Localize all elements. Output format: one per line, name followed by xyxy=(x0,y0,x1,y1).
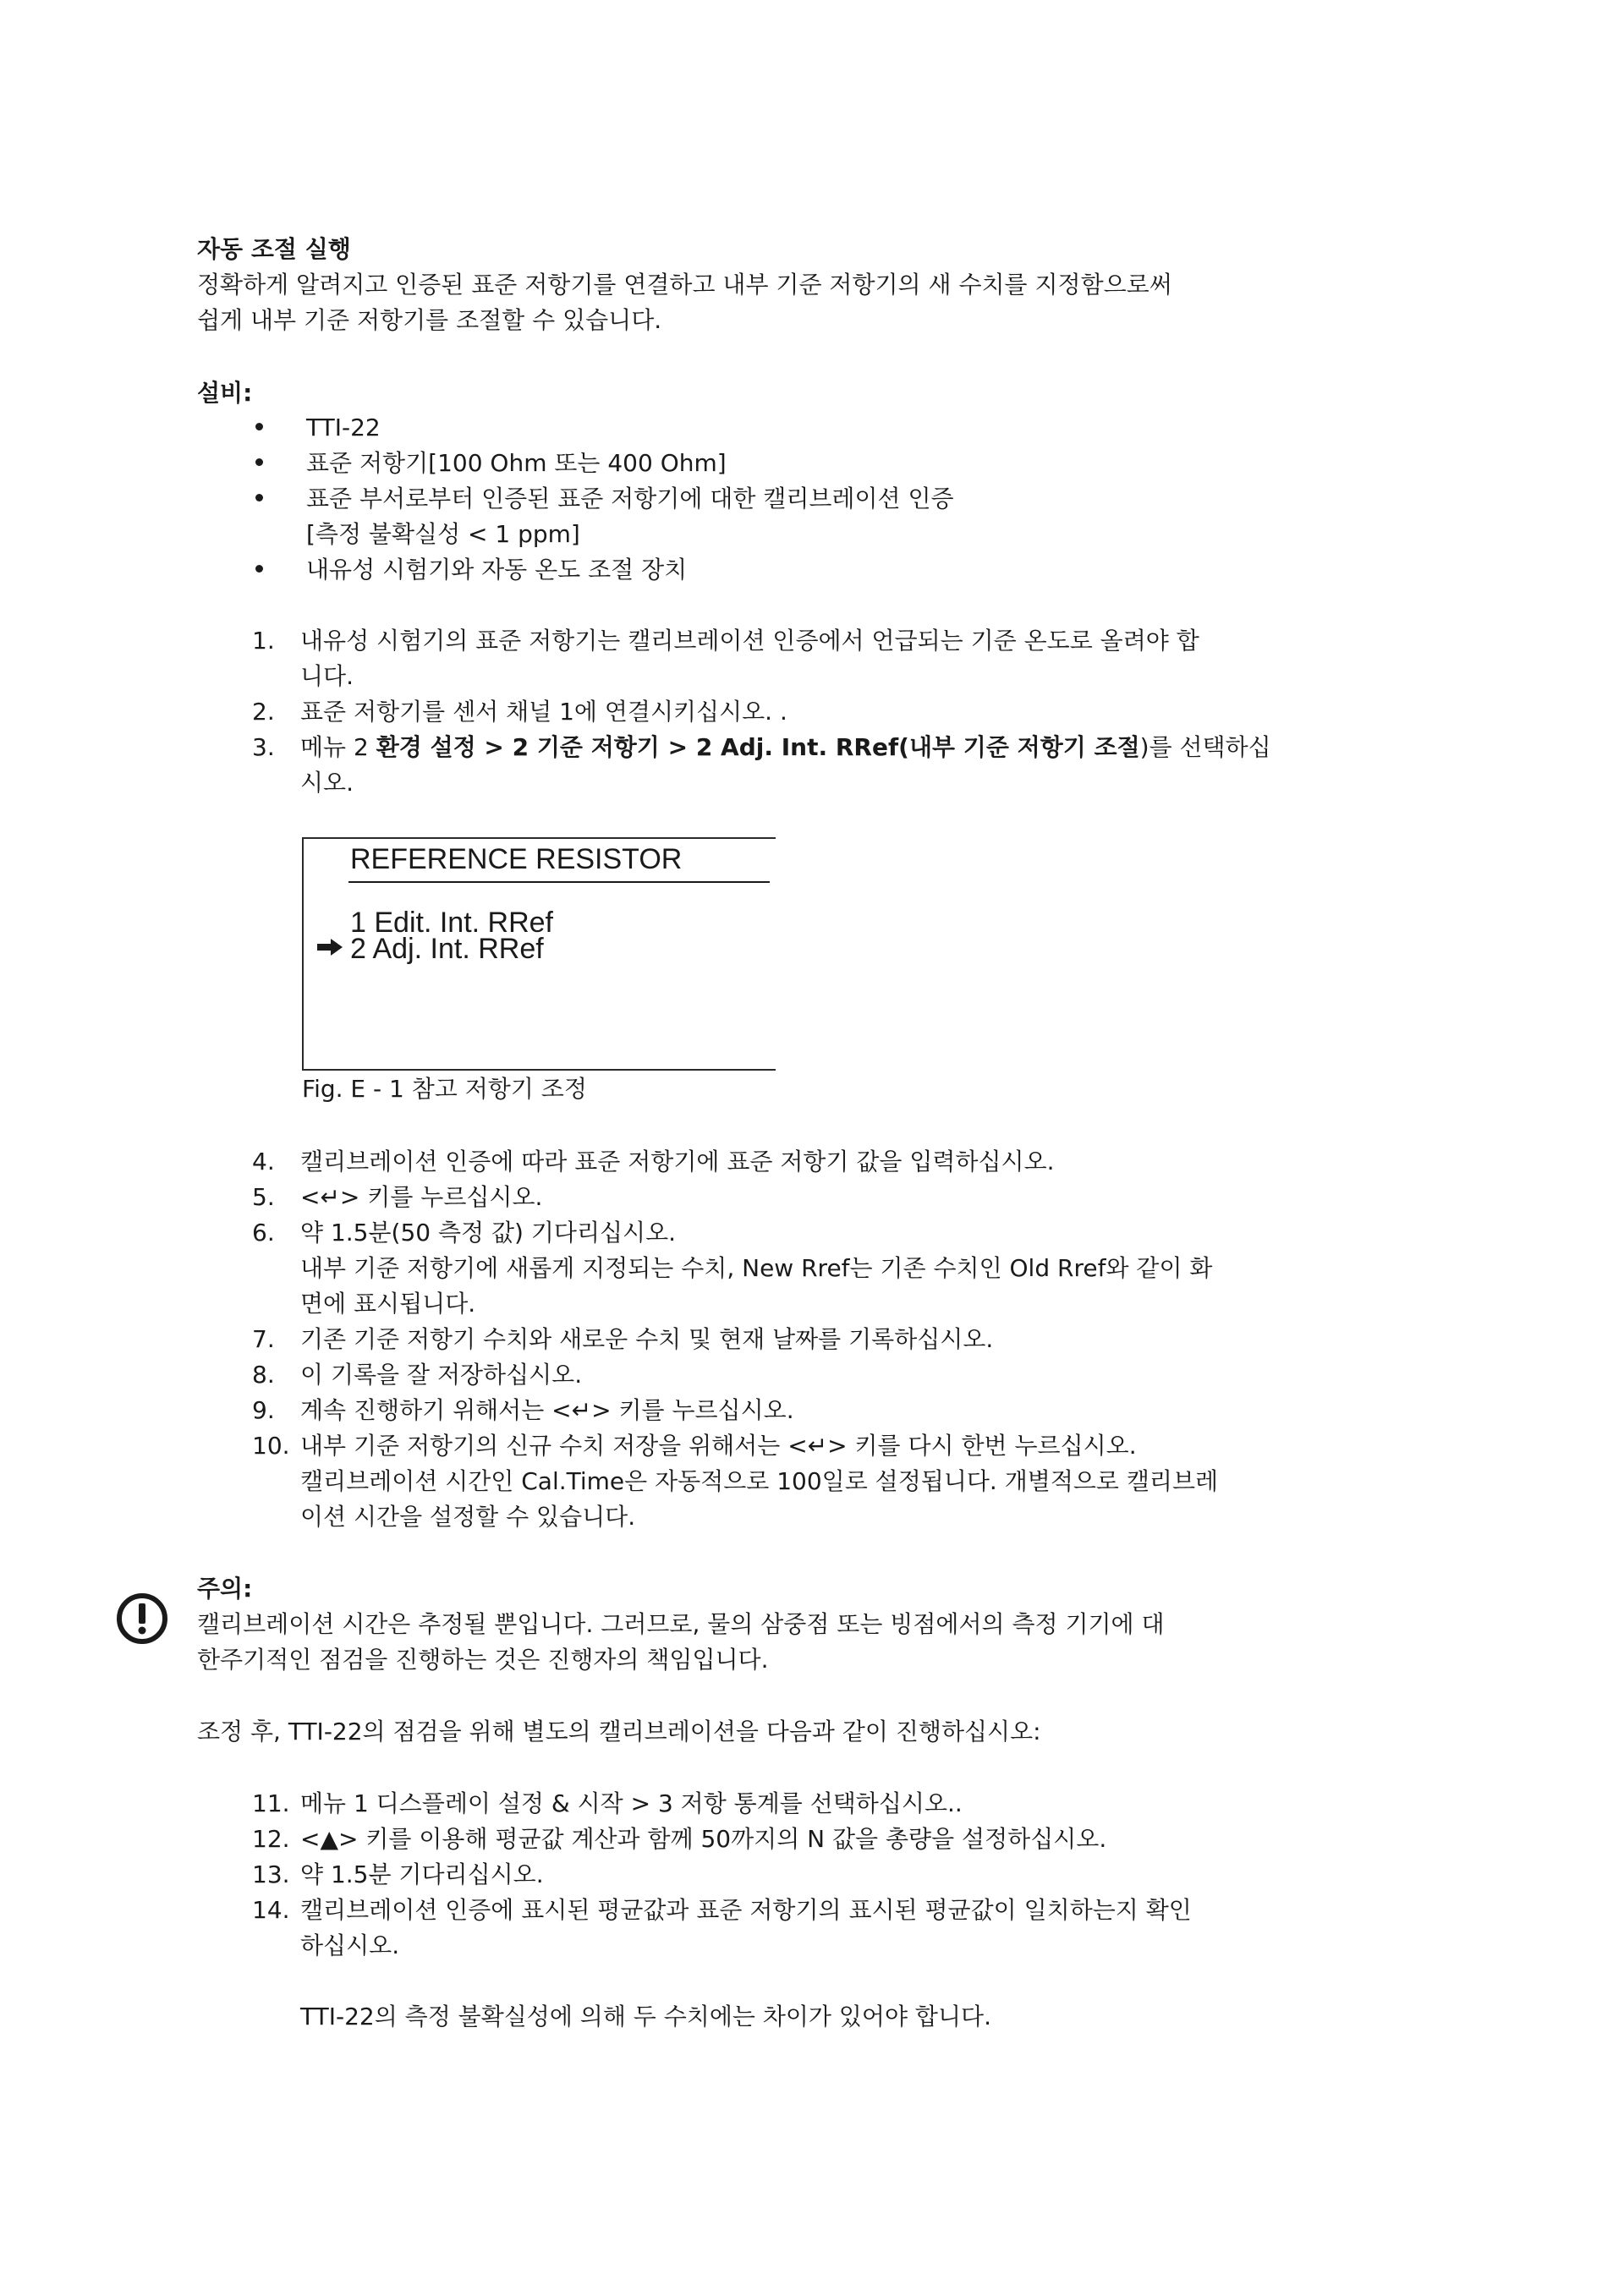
lcd-menu-item-2-selected: 2 Adj. Int. RRef xyxy=(350,933,544,965)
step-number: 6. xyxy=(252,1219,275,1247)
step-1-line-1: 내유성 시험기의 표준 저항기는 캘리브레이션 인증에서 언급되는 기준 온도로 올려야 합 xyxy=(300,627,1199,655)
bullet-dot xyxy=(255,458,263,466)
arrow-right-icon xyxy=(317,939,343,956)
note-line-2: 한주기적인 점검을 진행하는 것은 진행자의 책임입니다. xyxy=(197,1646,769,1674)
step-11: 메뉴 1 디스플레이 설정 & 시작 > 3 저항 통계를 선택하십시오.. xyxy=(300,1789,963,1817)
lcd-screen-figure xyxy=(302,837,776,1071)
step-12: <▲> 키를 이용해 평균값 계산과 함께 50까지의 N 값을 총량을 설정하십시오. xyxy=(300,1825,1107,1853)
intro-line-2: 쉽게 내부 기준 저항기를 조절할 수 있습니다. xyxy=(197,306,662,334)
step-10-line-1: 내부 기준 저항기의 신규 수치 저장을 위해서는 <↵> 키를 다시 한번 누르십시오. xyxy=(300,1432,1137,1460)
step-number: 13. xyxy=(252,1860,290,1888)
step-2: 표준 저항기를 센서 채널 1에 연결시키십시오. . xyxy=(300,698,787,726)
step-4: 캘리브레이션 인증에 따라 표준 저항기에 표준 저항기 값을 입력하십시오. xyxy=(300,1148,1055,1175)
step-13: 약 1.5분 기다리십시오. xyxy=(300,1860,544,1888)
step-number: 1. xyxy=(252,627,275,655)
step-6-line-2: 내부 기준 저항기에 새롭게 지정되는 수치, New Rref는 기존 수치인 Old Rref와 같이 화 xyxy=(300,1254,1213,1282)
step-8: 이 기록을 잘 저장하십시오. xyxy=(300,1361,583,1389)
step-number: 11. xyxy=(252,1789,290,1817)
bullet-dot xyxy=(255,494,263,501)
step-6-line-3: 면에 표시됩니다. xyxy=(300,1290,476,1318)
note-heading: 주의: xyxy=(197,1575,253,1603)
step-number: 3. xyxy=(252,733,275,761)
step-number: 14. xyxy=(252,1896,290,1924)
step-6-line-1: 약 1.5분(50 측정 값) 기다리십시오. xyxy=(300,1219,677,1247)
lcd-menu-item-1: 1 Edit. Int. RRef xyxy=(350,907,553,939)
step-3-pre: 메뉴 2 xyxy=(300,733,376,761)
final-note: TTI-22의 측정 불확실성에 의해 두 수치에는 차이가 있어야 합니다. xyxy=(300,2003,991,2030)
section-title: 자동 조절 실행 xyxy=(197,235,351,263)
step-3-bold-3: 내부 기준 저항기 조절 xyxy=(908,733,1140,761)
step-9: 계속 진행하기 위해서는 <↵> 키를 누르십시오. xyxy=(300,1396,794,1424)
step-number: 5. xyxy=(252,1183,275,1211)
intro-line-1: 정확하게 알려지고 인증된 표준 저항기를 연결하고 내부 기준 저항기의 새 수치를 지정함으로써 xyxy=(197,271,1172,299)
step-number: 9. xyxy=(252,1396,275,1424)
step-number: 10. xyxy=(252,1432,290,1460)
equipment-item-2: 표준 저항기[100 Ohm 또는 400 Ohm] xyxy=(306,449,727,477)
step-1-line-2: 니다. xyxy=(300,662,354,690)
step-3-mid-1: > 2 xyxy=(475,733,537,761)
step-3-bold-1: 환경 설정 xyxy=(376,733,476,761)
caution-icon xyxy=(116,1592,168,1645)
step-3-line-2: 시오. xyxy=(300,769,354,797)
equipment-item-3-line-2: [측정 불확실성 < 1 ppm] xyxy=(306,520,580,548)
step-7: 기존 기준 저항기 수치와 새로운 수치 및 현재 날짜를 기록하십시오. xyxy=(300,1325,994,1353)
step-number: 8. xyxy=(252,1361,275,1389)
lcd-divider xyxy=(348,881,770,883)
step-number: 2. xyxy=(252,698,275,726)
equipment-item-1: TTI-22 xyxy=(306,414,381,441)
step-10-line-3: 이션 시간을 설정할 수 있습니다. xyxy=(300,1503,636,1531)
step-5: <↵> 키를 누르십시오. xyxy=(300,1183,543,1211)
step-14-line-2: 하십시오. xyxy=(300,1932,400,1959)
after-adjustment-text: 조정 후, TTI-22의 점검을 위해 별도의 캘리브레이션을 다음과 같이 진행하십시오: xyxy=(197,1718,1041,1745)
bullet-dot xyxy=(255,565,263,573)
equipment-heading: 설비: xyxy=(197,379,253,407)
step-10-line-2: 캘리브레이션 시간인 Cal.Time은 자동적으로 100일로 설정됩니다. 개별적으로 캘리브레 xyxy=(300,1467,1219,1495)
step-number: 12. xyxy=(252,1825,290,1853)
step-3-mid-2: > 2 Adj. Int. RRef( xyxy=(659,733,909,761)
step-number: 4. xyxy=(252,1148,275,1175)
lcd-title: REFERENCE RESISTOR xyxy=(350,843,683,875)
figure-caption: Fig. E - 1 참고 저항기 조정 xyxy=(302,1075,587,1103)
bullet-dot xyxy=(255,423,263,430)
step-3-line-1 xyxy=(300,730,1271,765)
step-14-line-1: 캘리브레이션 인증에 표시된 평균값과 표준 저항기의 표시된 평균값이 일치하는지 확인 xyxy=(300,1896,1192,1924)
equipment-item-3: 표준 부서로부터 인증된 표준 저항기에 대한 캘리브레이션 인증 xyxy=(306,485,954,512)
step-number: 7. xyxy=(252,1325,275,1353)
note-line-1: 캘리브레이션 시간은 추정될 뿐입니다. 그러므로, 물의 삼중점 또는 빙점에서의 측정 기기에 대 xyxy=(197,1610,1165,1638)
step-3-post: )를 선택하십 xyxy=(1139,733,1271,761)
step-3-bold-2: 기준 저항기 xyxy=(536,733,660,761)
equipment-item-4: 내유성 시험기와 자동 온도 조절 장치 xyxy=(306,556,688,584)
